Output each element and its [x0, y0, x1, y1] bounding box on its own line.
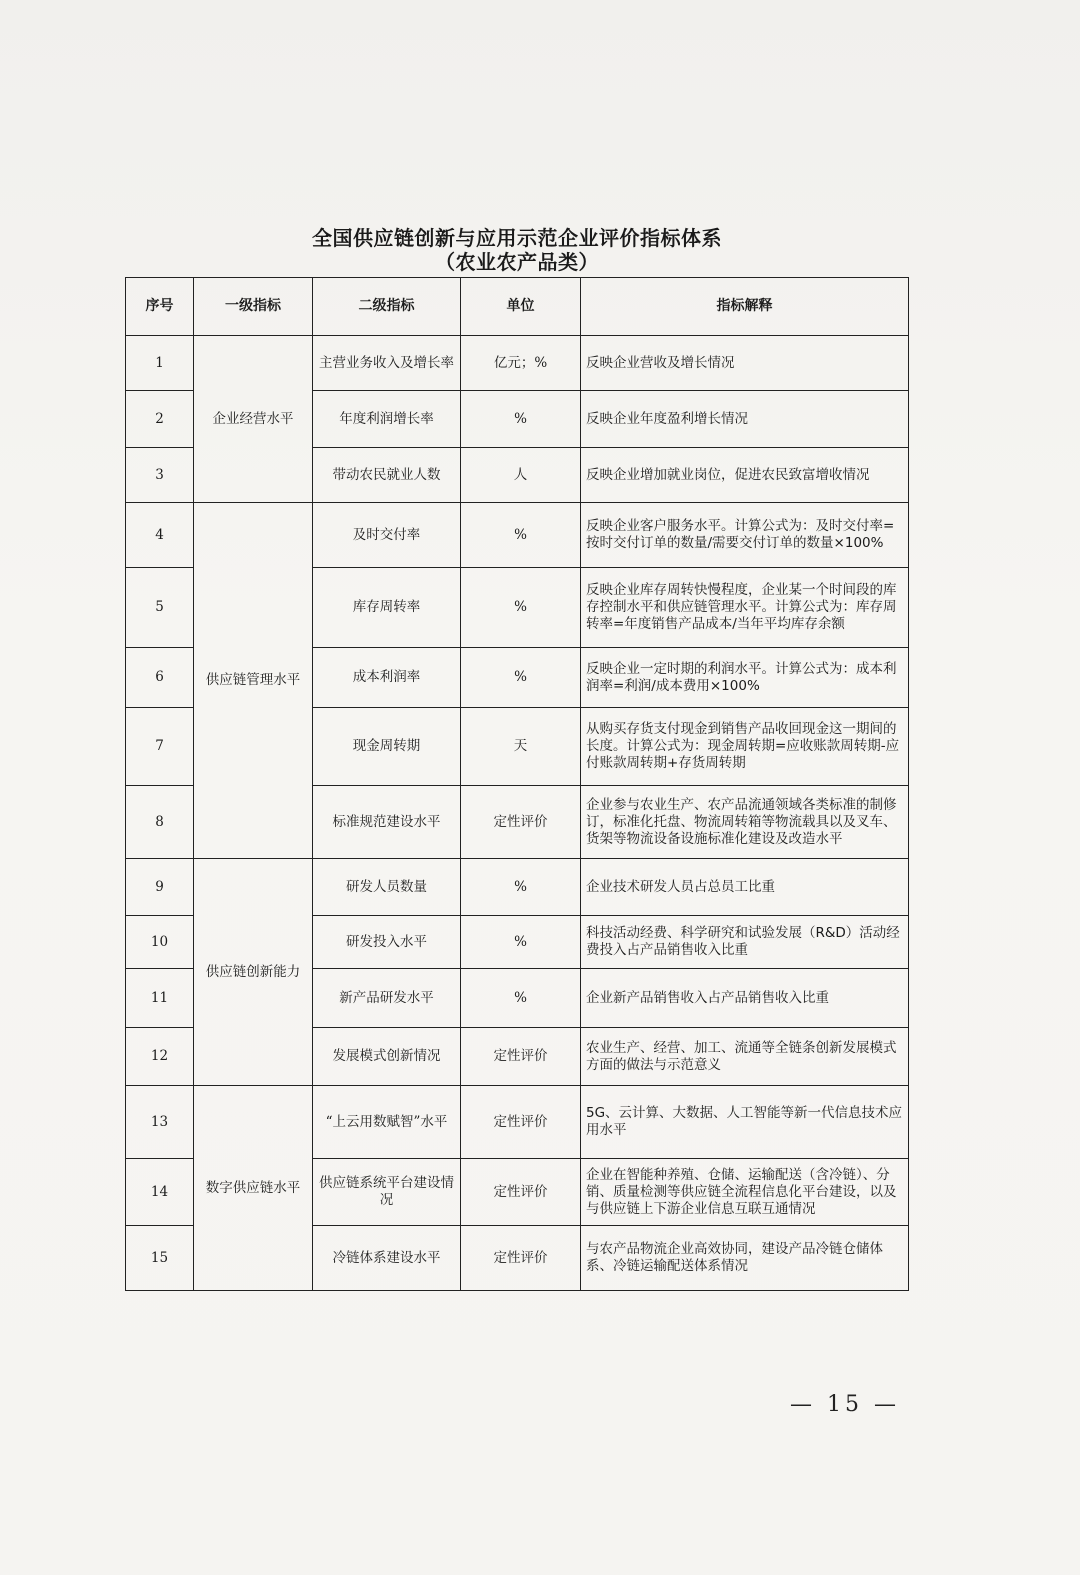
evaluation-index-table: [125, 277, 909, 1291]
unit-cell: 定性评价: [461, 1028, 581, 1086]
table-row: [126, 503, 909, 568]
explanation-cell: 反映企业年度盈利增长情况: [581, 391, 909, 448]
explanation-cell: 反映企业客户服务水平。计算公式为：及时交付率=按时交付订单的数量/需要交付订单的数量×100%: [581, 503, 909, 568]
explanation-cell: 农业生产、经营、加工、流通等全链条创新发展模式方面的做法与示范意义: [581, 1028, 909, 1086]
row-number: 5: [126, 568, 194, 648]
table-row: [126, 336, 909, 391]
row-number: 10: [126, 916, 194, 969]
row-number: 14: [126, 1159, 194, 1226]
secondary-index-cell: 年度利润增长率: [313, 391, 461, 448]
secondary-index-cell: 库存周转率: [313, 568, 461, 648]
unit-cell: 天: [461, 708, 581, 786]
document-subtitle: （农业农产品类）: [435, 250, 599, 274]
secondary-index-cell: “上云用数赋智”水平: [313, 1086, 461, 1159]
row-number: 9: [126, 859, 194, 916]
primary-index-cell: 供应链创新能力: [194, 859, 313, 1086]
explanation-cell: 企业参与农业生产、农产品流通领域各类标准的制修订，标准化托盘、物流周转箱等物流载具以及叉车、货架等物流设备设施标准化建设及改造水平: [581, 786, 909, 859]
unit-cell: %: [461, 568, 581, 648]
secondary-index-cell: 研发投入水平: [313, 916, 461, 969]
explanation-cell: 企业新产品销售收入占产品销售收入比重: [581, 969, 909, 1028]
unit-cell: %: [461, 503, 581, 568]
secondary-index-cell: 及时交付率: [313, 503, 461, 568]
row-number: 1: [126, 336, 194, 391]
primary-index-cell: 企业经营水平: [194, 336, 313, 503]
secondary-index-cell: 发展模式创新情况: [313, 1028, 461, 1086]
page-number: — 15 —: [790, 1392, 900, 1417]
unit-cell: %: [461, 969, 581, 1028]
secondary-index-cell: 冷链体系建设水平: [313, 1226, 461, 1291]
unit-cell: 人: [461, 448, 581, 503]
primary-index-cell: 供应链管理水平: [194, 503, 313, 859]
row-number: 11: [126, 969, 194, 1028]
document-title: 全国供应链创新与应用示范企业评价指标体系: [312, 226, 722, 250]
row-number: 13: [126, 1086, 194, 1159]
row-number: 6: [126, 648, 194, 708]
table-header-row: [126, 278, 909, 336]
row-number: 3: [126, 448, 194, 503]
secondary-index-cell: 现金周转期: [313, 708, 461, 786]
row-number: 8: [126, 786, 194, 859]
unit-cell: %: [461, 391, 581, 448]
row-number: 15: [126, 1226, 194, 1291]
secondary-index-cell: 成本利润率: [313, 648, 461, 708]
explanation-cell: 反映企业营收及增长情况: [581, 336, 909, 391]
unit-cell: 定性评价: [461, 1226, 581, 1291]
primary-index-cell: 数字供应链水平: [194, 1086, 313, 1291]
header-serial: 序号: [126, 278, 194, 336]
row-number: 7: [126, 708, 194, 786]
unit-cell: %: [461, 648, 581, 708]
secondary-index-cell: 供应链系统平台建设情况: [313, 1159, 461, 1226]
header-secondary-index: 二级指标: [313, 278, 461, 336]
row-number: 12: [126, 1028, 194, 1086]
row-number: 4: [126, 503, 194, 568]
secondary-index-cell: 标准规范建设水平: [313, 786, 461, 859]
unit-cell: 定性评价: [461, 786, 581, 859]
header-unit: 单位: [461, 278, 581, 336]
header-primary-index: 一级指标: [194, 278, 313, 336]
table-row: [126, 1086, 909, 1159]
explanation-cell: 5G、云计算、大数据、人工智能等新一代信息技术应用水平: [581, 1086, 909, 1159]
row-number: 2: [126, 391, 194, 448]
secondary-index-cell: 新产品研发水平: [313, 969, 461, 1028]
unit-cell: 定性评价: [461, 1086, 581, 1159]
explanation-cell: 反映企业增加就业岗位，促进农民致富增收情况: [581, 448, 909, 503]
explanation-cell: 企业技术研发人员占总员工比重: [581, 859, 909, 916]
explanation-cell: 反映企业库存周转快慢程度，企业某一个时间段的库存控制水平和供应链管理水平。计算公式为：库存周转率=年度销售产品成本/当年平均库存余额: [581, 568, 909, 648]
explanation-cell: 反映企业一定时期的利润水平。计算公式为：成本利润率=利润/成本费用×100%: [581, 648, 909, 708]
table-row: [126, 859, 909, 916]
unit-cell: 定性评价: [461, 1159, 581, 1226]
secondary-index-cell: 带动农民就业人数: [313, 448, 461, 503]
header-explanation: 指标解释: [581, 278, 909, 336]
secondary-index-cell: 研发人员数量: [313, 859, 461, 916]
explanation-cell: 科技活动经费、科学研究和试验发展（R&D）活动经费投入占产品销售收入比重: [581, 916, 909, 969]
explanation-cell: 从购买存货支付现金到销售产品收回现金这一期间的长度。计算公式为：现金周转期=应收账款周转期-应付账款周转期+存货周转期: [581, 708, 909, 786]
unit-cell: 亿元；%: [461, 336, 581, 391]
secondary-index-cell: 主营业务收入及增长率: [313, 336, 461, 391]
explanation-cell: 企业在智能种养殖、仓储、运输配送（含冷链）、分销、质量检测等供应链全流程信息化平台建设，以及与供应链上下游企业信息互联互通情况: [581, 1159, 909, 1226]
unit-cell: %: [461, 859, 581, 916]
unit-cell: %: [461, 916, 581, 969]
explanation-cell: 与农产品物流企业高效协同，建设产品冷链仓储体系、冷链运输配送体系情况: [581, 1226, 909, 1291]
